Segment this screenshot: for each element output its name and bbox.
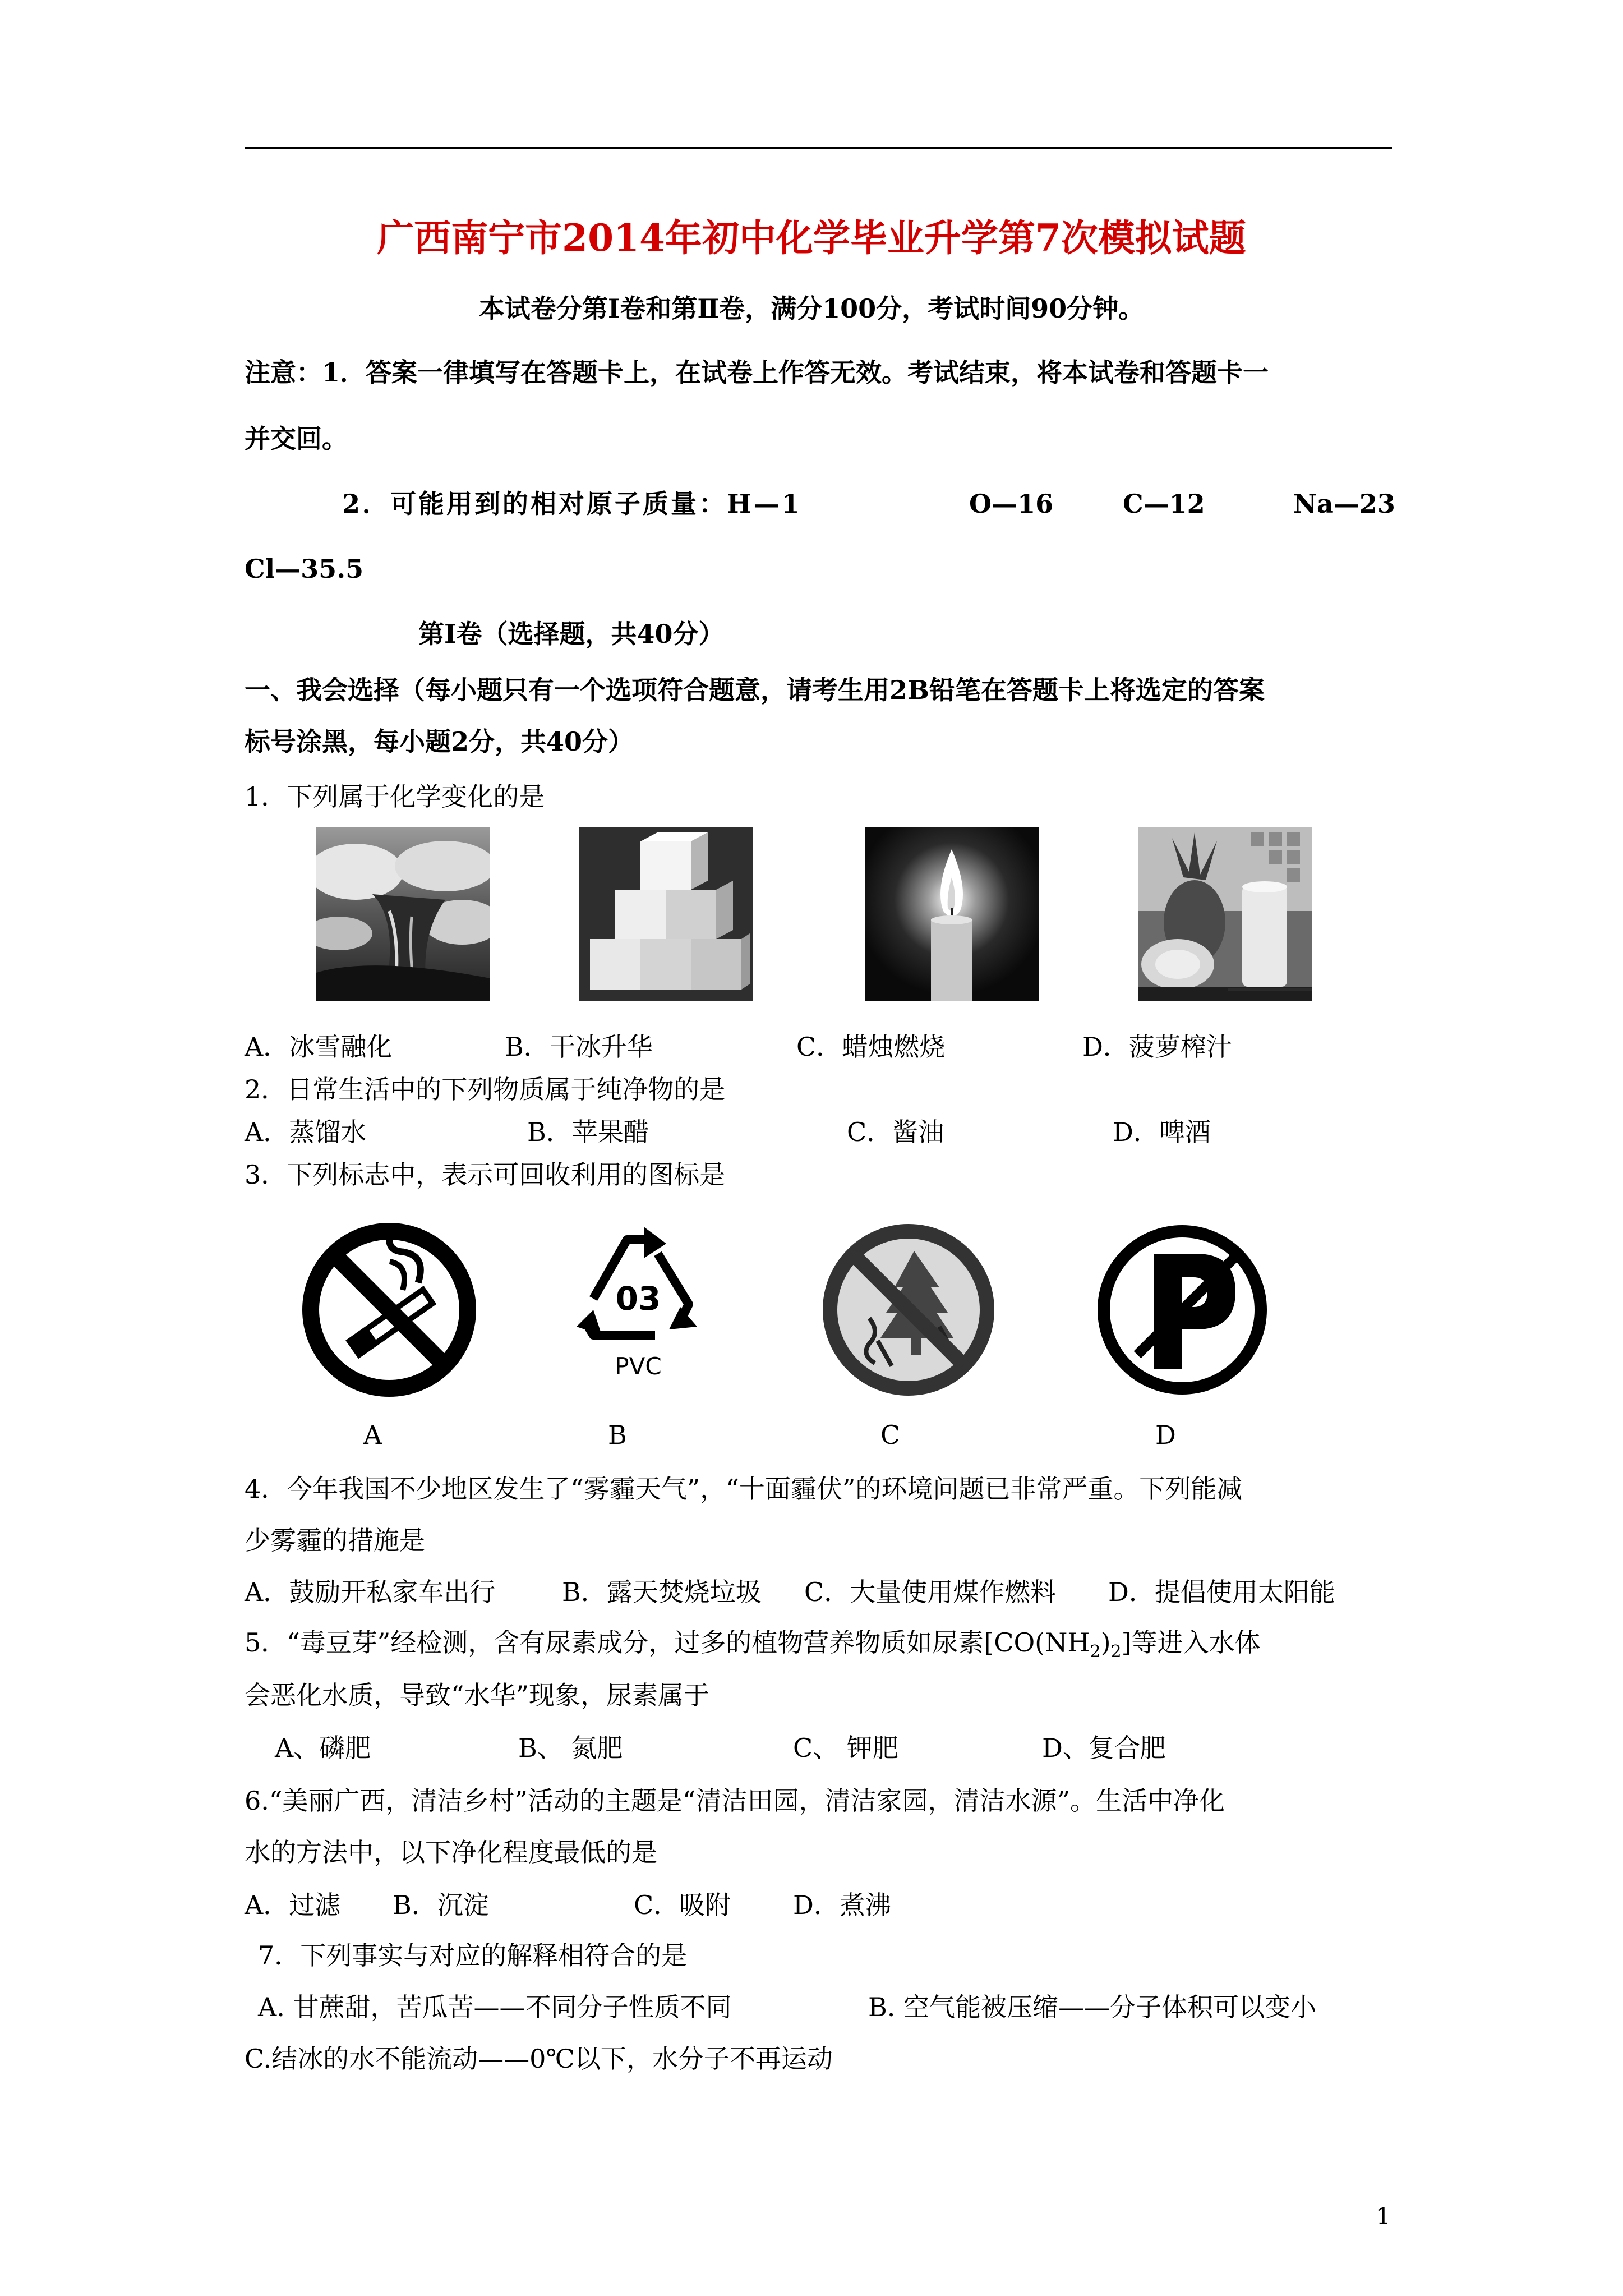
q5-line-1 <box>245 1626 1261 1669</box>
q2-stem: 2．日常生活中的下列物质属于纯净物的是 <box>245 1074 726 1105</box>
q3-label-b: B <box>608 1420 627 1450</box>
q3-label-a: A <box>363 1420 382 1450</box>
part1-heading: 第Ⅰ卷（选择题，共40分） <box>418 619 725 649</box>
q7-option-c: C.结冰的水不能流动——0℃以下，水分子不再运动 <box>245 2044 833 2074</box>
q5-option-b: B、 氮肥 <box>518 1733 623 1763</box>
q2-option-c: C．酱油 <box>847 1117 944 1147</box>
section1-line-2: 标号涂黑，每小题2分，共40分） <box>245 726 634 757</box>
q1-stem: 1．下列属于化学变化的是 <box>245 781 545 812</box>
q6-option-b: B．沉淀 <box>393 1890 489 1920</box>
exam-subtitle: 本试卷分第Ⅰ卷和第Ⅱ卷，满分100分，考试时间90分钟。 <box>478 293 1145 324</box>
atomic-mass-label: 2．可能用到的相对原子质量：H—1 <box>342 489 802 519</box>
q7-option-a: A. 甘蔗甜，苦瓜苦——不同分子性质不同 <box>258 1992 732 2022</box>
page-number: 1 <box>1376 2203 1391 2229</box>
q2-option-a: A．蒸馏水 <box>245 1117 367 1147</box>
q6-line-1: 6.“美丽广西，清洁乡村”活动的主题是“清洁田园，清洁家园，清洁水源”。生活中净化 <box>245 1786 1225 1816</box>
recycle-pvc-sign-icon <box>554 1214 722 1388</box>
q1-option-c: C．蜡烛燃烧 <box>796 1032 946 1062</box>
q5-option-d: D、复合肥 <box>1042 1733 1166 1763</box>
q7-stem: 7．下列事实与对应的解释相符合的是 <box>258 1940 688 1971</box>
q4-option-c: C．大量使用煤作燃料 <box>804 1577 1057 1607</box>
q1-option-d: D．菠萝榨汁 <box>1082 1032 1232 1062</box>
q5-subscript-2: 2 <box>1110 1642 1122 1662</box>
q2-option-b: B．苹果醋 <box>527 1117 649 1147</box>
q1-option-b: B．干冰升华 <box>505 1032 653 1062</box>
no-logging-sign-icon <box>819 1220 998 1400</box>
q3-label-c: C <box>880 1420 901 1450</box>
photo-pineapple-juice <box>1138 827 1312 1001</box>
q1-option-a: A．冰雪融化 <box>245 1032 393 1062</box>
no-parking-sign-icon <box>1092 1220 1272 1400</box>
exam-title: 广西南宁市2014年初中化学毕业升学第7次模拟试题 <box>377 216 1246 260</box>
q3-stem: 3．下列标志中，表示可回收利用的图标是 <box>245 1159 726 1190</box>
q6-option-d: D．煮沸 <box>793 1890 891 1920</box>
q5-text-pre: 5．“毒豆芽”经检测，含有尿素成分，过多的植物营养物质如尿素[CO(NH <box>245 1627 1090 1658</box>
no-smoking-sign-icon <box>299 1220 479 1400</box>
q4-option-d: D．提倡使用太阳能 <box>1108 1577 1335 1607</box>
q3-label-d: D <box>1155 1420 1176 1450</box>
photo-dry-ice-cubes <box>579 827 753 1001</box>
header-rule <box>245 147 1392 149</box>
q5-option-a: A、磷肥 <box>275 1733 371 1763</box>
q6-option-a: A．过滤 <box>245 1890 341 1920</box>
q5-line-2: 会恶化水质，导致“水华”现象，尿素属于 <box>245 1680 710 1710</box>
q6-line-2: 水的方法中，以下净化程度最低的是 <box>245 1837 657 1867</box>
notes-line-1: 注意：1．答案一律填写在答题卡上，在试卷上作答无效。考试结束，将本试卷和答题卡一 <box>245 357 1269 388</box>
q4-line-1: 4．今年我国不少地区发生了“雾霾天气”，“十面霾伏”的环境问题已非常严重。下列能减 <box>245 1474 1243 1504</box>
q5-text-post: ]等进入水体 <box>1121 1627 1261 1658</box>
notes-line-2: 并交回。 <box>245 424 348 454</box>
q5-option-c: C、 钾肥 <box>793 1733 898 1763</box>
section1-line-1: 一、我会选择（每小题只有一个选项符合题意，请考生用2B铅笔在答题卡上将选定的答案 <box>245 675 1265 705</box>
atomic-mass-cl: Cl—35.5 <box>245 554 364 584</box>
atomic-mass-o: O—16 <box>969 489 1054 519</box>
q4-line-2: 少雾霾的措施是 <box>245 1525 425 1556</box>
atomic-mass-c: C—12 <box>1123 489 1205 519</box>
recycle-pvc-text: PVC <box>615 1352 662 1380</box>
q4-option-a: A．鼓励开私家车出行 <box>245 1577 496 1607</box>
q7-option-b: B. 空气能被压缩——分子体积可以变小 <box>868 1992 1317 2022</box>
recycle-code-text: 03 <box>615 1280 661 1318</box>
q4-option-b: B．露天焚烧垃圾 <box>562 1577 762 1607</box>
q6-option-c: C．吸附 <box>634 1890 731 1920</box>
atomic-mass-na: Na—23 <box>1293 489 1395 519</box>
photo-burning-candle <box>865 827 1039 1001</box>
q2-option-d: D．啤酒 <box>1113 1117 1211 1147</box>
q5-subscript-1: 2 <box>1090 1642 1101 1662</box>
q5-text-mid: ) <box>1100 1627 1111 1658</box>
photo-ice-snow-melting <box>316 827 490 1001</box>
